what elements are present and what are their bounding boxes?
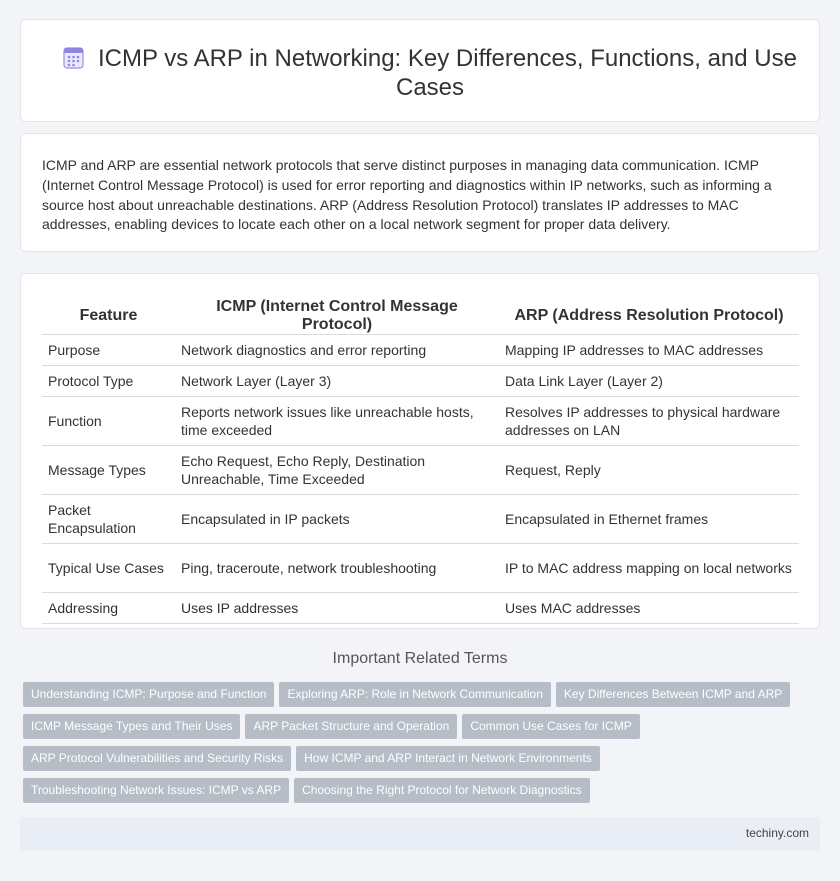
- footer-bar: [20, 817, 820, 850]
- related-term-chip[interactable]: Exploring ARP: Role in Network Communication: [279, 682, 550, 707]
- table-row: [42, 593, 799, 624]
- document-grid-icon: [63, 47, 84, 69]
- cell-icmp: Network Layer (Layer 3): [175, 366, 499, 397]
- cell-arp: Encapsulated in Ethernet frames: [499, 495, 799, 544]
- page-title: ICMP vs ARP in Networking: Key Differences, Functions, and Use Cases: [98, 45, 797, 101]
- intro-paragraph: ICMP and ARP are essential network protocols that serve distinct purposes in managing data communication. ICMP (Internet Control Message Protocol) is used for error reporting and diagnostics within IP networks, such as informing a source host about unreachable destinations. ARP (Address Resolution Protocol) translates IP addresses to MAC addresses, enabling devices to locate each other on a local network segment for proper data delivery.: [42, 157, 772, 233]
- related-terms-heading: Important Related Terms: [332, 650, 508, 667]
- chip-row: [23, 746, 803, 778]
- cell-arp: IP to MAC address mapping on local networks: [499, 544, 799, 593]
- cell-feature: Addressing: [42, 593, 175, 624]
- cell-feature: Packet Encapsulation: [42, 495, 175, 544]
- related-term-chip[interactable]: Troubleshooting Network Issues: ICMP vs ARP: [23, 778, 289, 803]
- footer-site-link[interactable]: techiny.com: [745, 826, 809, 840]
- page-title-wrap: [61, 44, 799, 102]
- cell-feature: Message Types: [42, 446, 175, 495]
- related-term-chip[interactable]: Key Differences Between ICMP and ARP: [556, 682, 790, 707]
- chip-row: [23, 778, 803, 810]
- related-term-chip[interactable]: ICMP Message Types and Their Uses: [23, 714, 240, 739]
- header-icmp: ICMP (Internet Control Message Protocol): [175, 296, 499, 335]
- related-term-chip[interactable]: ARP Protocol Vulnerabilities and Security Risks: [23, 746, 291, 771]
- table-row: [42, 495, 799, 544]
- table-row: [42, 397, 799, 446]
- table-header-row: [42, 296, 799, 335]
- cell-feature: Purpose: [42, 335, 175, 366]
- cell-arp: Request, Reply: [499, 446, 799, 495]
- header-arp: ARP (Address Resolution Protocol): [499, 296, 799, 335]
- cell-icmp: Ping, traceroute, network troubleshooting: [175, 544, 499, 593]
- cell-icmp: Echo Request, Echo Reply, Destination Unreachable, Time Exceeded: [175, 446, 499, 495]
- cell-feature: Protocol Type: [42, 366, 175, 397]
- cell-icmp: Encapsulated in IP packets: [175, 495, 499, 544]
- intro-card: [20, 133, 820, 252]
- cell-arp: Uses MAC addresses: [499, 593, 799, 624]
- cell-feature: Typical Use Cases: [42, 544, 175, 593]
- related-term-chip[interactable]: Common Use Cases for ICMP: [462, 714, 639, 739]
- related-term-chip[interactable]: How ICMP and ARP Interact in Network Environments: [296, 746, 600, 771]
- related-term-chip[interactable]: Choosing the Right Protocol for Network Diagnostics: [294, 778, 589, 803]
- comparison-table-card: [20, 273, 820, 629]
- table-row: [42, 366, 799, 397]
- chip-row: [23, 714, 803, 746]
- related-terms-list: [23, 682, 803, 810]
- chip-row: [23, 682, 803, 714]
- cell-arp: Data Link Layer (Layer 2): [499, 366, 799, 397]
- table-row: [42, 446, 799, 495]
- comparison-table: [42, 296, 799, 624]
- cell-feature: Function: [42, 397, 175, 446]
- cell-icmp: Network diagnostics and error reporting: [175, 335, 499, 366]
- header-feature: Feature: [42, 296, 175, 335]
- table-row: [42, 544, 799, 593]
- related-term-chip[interactable]: ARP Packet Structure and Operation: [245, 714, 457, 739]
- cell-arp: Mapping IP addresses to MAC addresses: [499, 335, 799, 366]
- table-row: [42, 335, 799, 366]
- cell-arp: Resolves IP addresses to physical hardware addresses on LAN: [499, 397, 799, 446]
- title-card: [20, 19, 820, 122]
- cell-icmp: Reports network issues like unreachable hosts, time exceeded: [175, 397, 499, 446]
- cell-icmp: Uses IP addresses: [175, 593, 499, 624]
- related-term-chip[interactable]: Understanding ICMP: Purpose and Function: [23, 682, 274, 707]
